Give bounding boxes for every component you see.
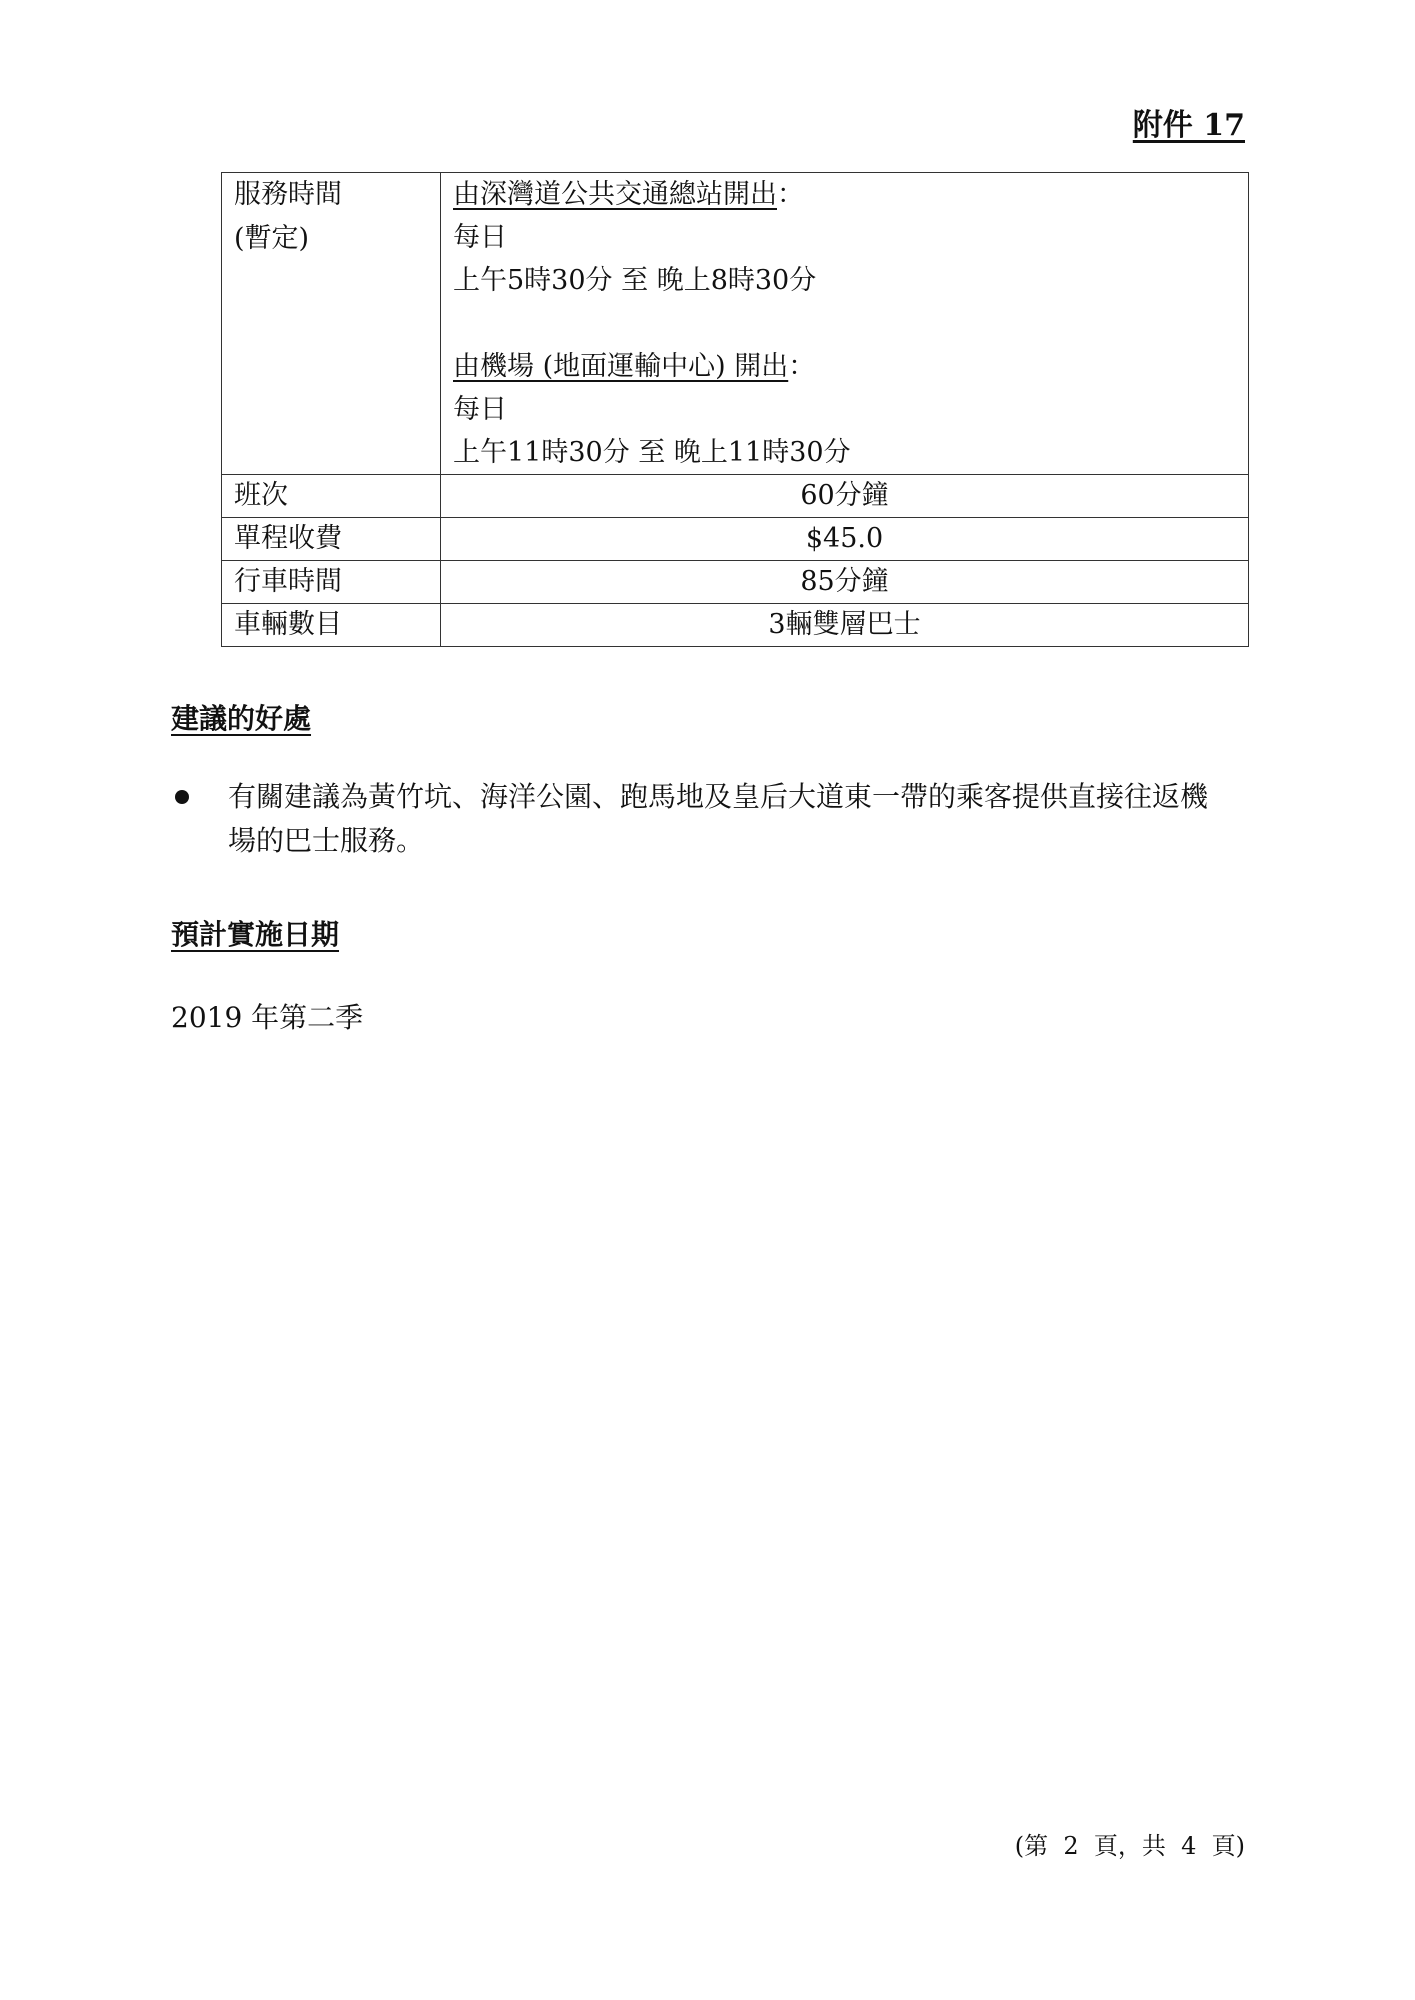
vehicle-count-label: 車輛數目 (222, 604, 441, 647)
blank-line (453, 302, 1236, 345)
service-hours-row (222, 173, 1249, 475)
page-number-footer: (第 2 頁，共 4 頁) (1014, 1832, 1245, 1860)
table-row (222, 561, 1249, 604)
table-row (222, 518, 1249, 561)
from-terminus-times: 上午5時30分 至 晚上8時30分 (453, 265, 817, 296)
from-airport-days: 每日 (453, 394, 507, 425)
benefit-text: 有關建議為黃竹坑、海洋公園、跑馬地及皇后大道東一帶的乘客提供直接往返機場的巴士服務。 (228, 780, 1209, 857)
bullet-icon (175, 790, 189, 804)
route-info-table (221, 172, 1249, 647)
from-terminus-colon: ： (777, 179, 804, 210)
service-hours-label-cell (222, 173, 441, 475)
table-row (222, 475, 1249, 518)
table-row (222, 604, 1249, 647)
service-hours-tentative-label: (暫定) (234, 223, 310, 254)
frequency-value: 60分鐘 (441, 475, 1249, 518)
implementation-heading: 預計實施日期 (171, 918, 340, 951)
fare-value: $45.0 (441, 518, 1249, 561)
service-hours-label: 服務時間 (234, 179, 342, 210)
from-airport-colon: ： (788, 351, 816, 382)
implementation-date: 2019 年第二季 (171, 1001, 364, 1034)
frequency-label: 班次 (222, 475, 441, 518)
annex-label: 附件 17 (1132, 108, 1245, 143)
fare-label: 單程收費 (222, 518, 441, 561)
benefit-bullet-item (171, 775, 1241, 863)
from-terminus-heading (453, 173, 1236, 216)
journey-time-value: 85分鐘 (441, 561, 1249, 604)
from-airport-times: 上午11時30分 至 晚上11時30分 (453, 437, 851, 468)
service-hours-value-cell (441, 173, 1249, 475)
journey-time-label: 行車時間 (222, 561, 441, 604)
from-airport-heading (453, 345, 1236, 388)
from-airport-heading-text: 由機場 (地面運輸中心) 開出 (453, 351, 789, 382)
benefits-heading: 建議的好處 (171, 702, 312, 735)
from-terminus-heading-text: 由深灣道公共交通總站開出 (453, 179, 777, 210)
vehicle-count-value: 3輛雙層巴士 (441, 604, 1249, 647)
from-terminus-days: 每日 (453, 222, 507, 253)
